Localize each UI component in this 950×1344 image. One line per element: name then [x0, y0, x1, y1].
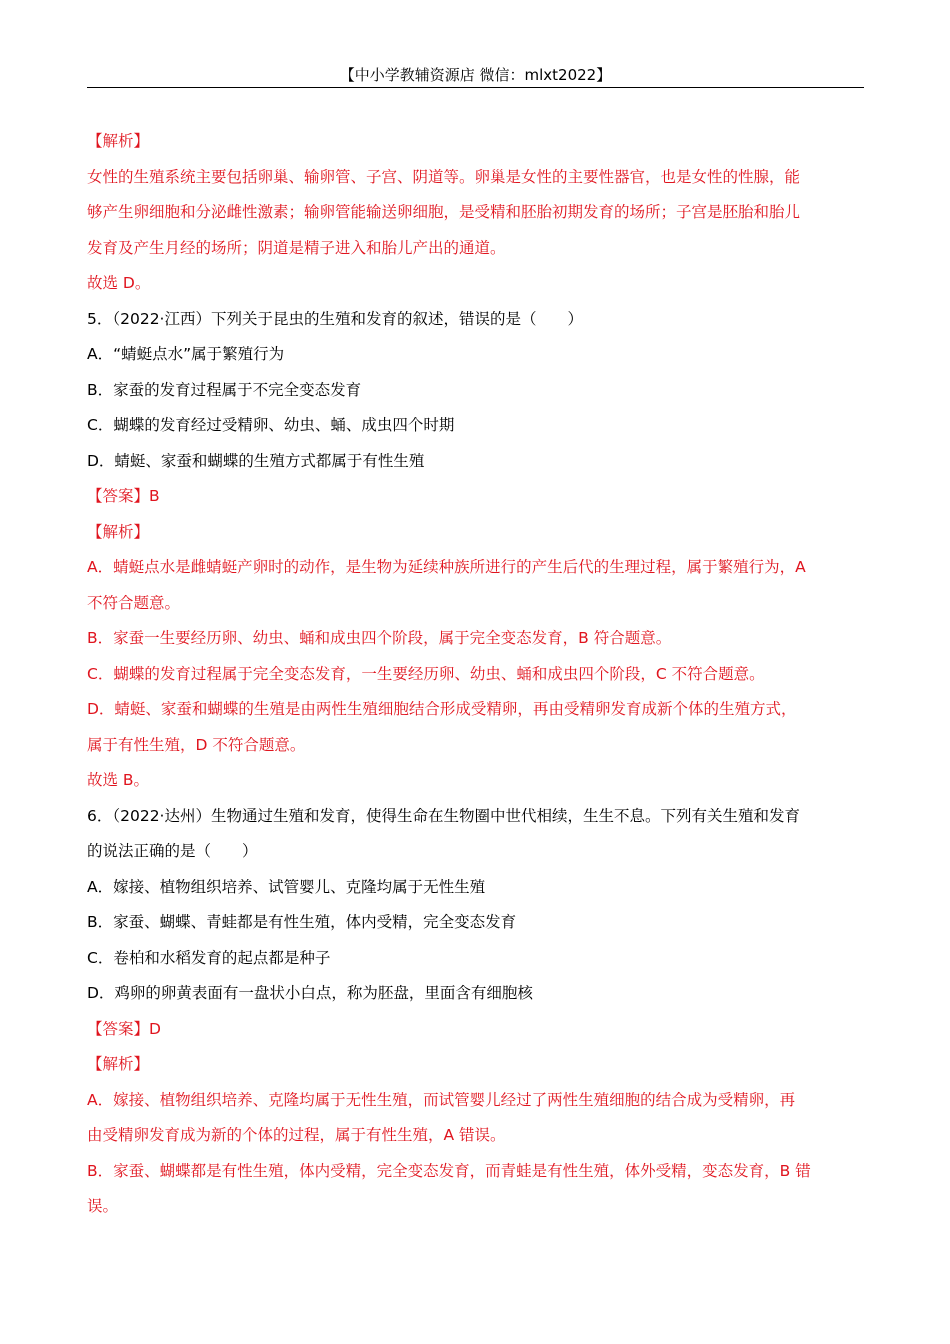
text-line: A．蜻蜓点水是雌蜻蜓产卵时的动作，是生物为延续种族所进行的产生后代的生理过程，属于繁殖行为，A — [87, 558, 806, 576]
text-line: C．卷柏和水稻发育的起点都是种子 — [87, 948, 331, 967]
text-line: B．家蚕的发育过程属于不完全变态发育 — [87, 380, 362, 399]
text-line: 的说法正确的是（ ） — [87, 842, 258, 860]
text-line: B．家蚕一生要经历卵、幼虫、蛹和成虫四个阶段，属于完全变态发育，B 符合题意。 — [87, 629, 672, 647]
text-line: 故选 B。 — [87, 771, 150, 789]
text-line: 【答案】D — [87, 1019, 161, 1038]
text-line: 由受精卵发育成为新的个体的过程，属于有性生殖，A 错误。 — [87, 1126, 506, 1144]
text-line: 【解析】 — [87, 522, 150, 541]
text-line: D．蜻蜓、家蚕和蝴蝶的生殖方式都属于有性生殖 — [87, 451, 425, 470]
text-line: A．嫁接、植物组织培养、试管婴儿、克隆均属于无性生殖 — [87, 877, 486, 896]
text-line: A．“蜻蜓点水”属于繁殖行为 — [87, 345, 285, 363]
text-line: 【解析】 — [87, 132, 150, 150]
text-line: A．嫁接、植物组织培养、克隆均属于无性生殖，而试管婴儿经过了两性生殖细胞的结合成为受精卵，再 — [87, 1090, 796, 1109]
text-line: 故选 D。 — [87, 274, 151, 292]
text-line: 5．（2022·江西）下列关于昆虫的生殖和发育的叙述，错误的是（ ） — [87, 309, 583, 328]
text-line: B．家蚕、蝴蝶、青蛙都是有性生殖，体内受精，完全变态发育 — [87, 913, 517, 931]
text-line: D．鸡卵的卵黄表面有一盘状小白点，称为胚盘，里面含有细胞核 — [87, 984, 533, 1002]
text-line: 属于有性生殖，D 不符合题意。 — [87, 735, 306, 754]
text-line: 【答案】B — [87, 487, 160, 505]
document-body — [87, 124, 865, 1225]
text-line: B．家蚕、蝴蝶都是有性生殖，体内受精，完全变态发育，而青蛙是有性生殖，体外受精，变态发育，B 错 — [87, 1161, 811, 1180]
text-line: 6．（2022·达州）生物通过生殖和发育，使得生命在生物圈中世代相续，生生不息。下列有关生殖和发育 — [87, 806, 800, 825]
text-line: 误。 — [87, 1197, 119, 1215]
text-line: 够产生卵细胞和分泌雌性激素；输卵管能输送卵细胞，是受精和胚胎初期发育的场所；子宫是胚胎和胎儿 — [87, 203, 801, 221]
text-line: 不符合题意。 — [87, 593, 181, 612]
text-line: 发育及产生月经的场所；阴道是精子进入和胎儿产出的通道。 — [87, 238, 506, 257]
page-header: 【中小学教辅资源店 微信：mlxt2022】 — [339, 66, 612, 84]
text-line: 【解析】 — [87, 1055, 150, 1073]
text-line: D．蜻蜓、家蚕和蝴蝶的生殖是由两性生殖细胞结合形成受精卵，再由受精卵发育成新个体的生殖方式， — [87, 700, 797, 718]
text-line: C．蝴蝶的发育经过受精卵、幼虫、蛹、成虫四个时期 — [87, 416, 455, 434]
header-divider — [87, 87, 864, 88]
text-line: 女性的生殖系统主要包括卵巢、输卵管、子宫、阴道等。卵巢是女性的主要性器官，也是女性的性腺，能 — [87, 167, 801, 186]
text-line: C．蝴蝶的发育过程属于完全变态发育，一生要经历卵、幼虫、蛹和成虫四个阶段，C 不符合题意。 — [87, 664, 765, 683]
